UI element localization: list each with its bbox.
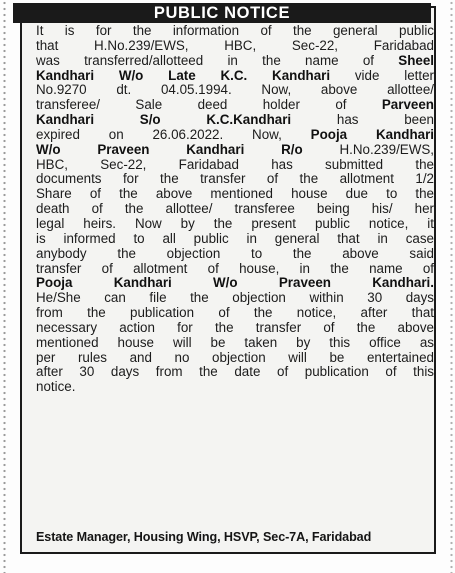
text-segment: expired on 26.06.2022. Now, bbox=[36, 127, 311, 142]
bold-text-segment: Sheel bbox=[398, 53, 434, 68]
notice-line bbox=[36, 24, 434, 39]
notice-line bbox=[36, 247, 434, 262]
notice-line bbox=[36, 187, 434, 202]
notice-line bbox=[36, 262, 434, 277]
notice-line bbox=[36, 54, 434, 69]
text-segment: that H.No.239/EWS, HBC, Sec-22, Faridabad bbox=[36, 38, 434, 53]
notice-line bbox=[36, 98, 434, 113]
notice-line bbox=[36, 365, 434, 380]
bold-text-segment: Kandhari S/o K.C.Kandhari bbox=[36, 113, 292, 128]
left-dotted-border bbox=[3, 0, 6, 573]
text-segment: after 30 days from the date of publication of this bbox=[36, 365, 434, 380]
bold-text-segment: Pooja Kandhari bbox=[310, 127, 434, 142]
notice-line bbox=[36, 113, 434, 128]
text-segment: per rules and no objection will be entertained bbox=[36, 350, 434, 365]
bold-text-segment: Parveen bbox=[381, 98, 434, 113]
text-segment: notice. bbox=[36, 380, 76, 395]
text-segment: anybody the objection to the above said bbox=[36, 246, 434, 261]
text-segment: death of the allottee/ transferee being his/ her bbox=[36, 202, 434, 217]
notice-line bbox=[36, 217, 434, 232]
notice-line bbox=[36, 321, 434, 336]
notice-line bbox=[36, 83, 434, 98]
notice-body bbox=[36, 24, 434, 395]
notice-line bbox=[36, 158, 434, 173]
text-segment: necessary action for the transfer of the above bbox=[36, 320, 434, 335]
text-segment: HBC, Sec-22, Faridabad has submitted the bbox=[36, 157, 434, 172]
signature-line: Estate Manager, Housing Wing, HSVP, Sec-7A, Faridabad bbox=[36, 530, 372, 544]
notice-line bbox=[36, 128, 434, 143]
text-segment: has been bbox=[291, 113, 434, 128]
text-segment: documents for the transfer of the allotment 1/2 bbox=[36, 172, 434, 187]
text-segment: is informed to all public in general that in case bbox=[36, 231, 434, 246]
text-segment: Share of the above mentioned house due to the bbox=[36, 187, 434, 202]
notice-line bbox=[36, 39, 434, 54]
notice-line bbox=[36, 232, 434, 247]
text-segment: H.No.239/EWS, bbox=[302, 142, 434, 157]
notice-line bbox=[36, 202, 434, 217]
notice-line bbox=[36, 143, 434, 158]
notice-line bbox=[36, 380, 434, 395]
text-segment: transferee/ Sale deed holder of bbox=[36, 98, 382, 113]
bold-text-segment: Pooja Kandhari W/o Praveen Kandhari. bbox=[36, 276, 434, 291]
text-segment: transfer of allotment of house, in the name of bbox=[36, 261, 434, 276]
bold-text-segment: W/o Praveen Kandhari R/o bbox=[36, 142, 303, 157]
bold-text-segment: Kandhari W/o Late K.C. Kandhari bbox=[36, 68, 331, 83]
right-dotted-border bbox=[450, 0, 453, 573]
notice-line bbox=[36, 276, 434, 291]
text-segment: No.9270 dt. 04.05.1994. Now, above allottee/ bbox=[36, 83, 434, 98]
notice-line bbox=[36, 172, 434, 187]
text-segment: It is for the information of the general public bbox=[36, 24, 434, 38]
notice-line bbox=[36, 291, 434, 306]
text-segment: vide letter bbox=[330, 68, 434, 83]
notice-line bbox=[36, 306, 434, 321]
notice-line bbox=[36, 351, 434, 366]
text-segment: mentioned house will be taken by this office as bbox=[36, 335, 434, 350]
notice-line bbox=[36, 69, 434, 84]
text-segment: legal heirs. Now by the present public notice, it bbox=[36, 216, 434, 231]
text-segment: was transferred/allotteed in the name of bbox=[36, 53, 399, 68]
notice-line bbox=[36, 336, 434, 351]
notice-title: PUBLIC NOTICE bbox=[13, 3, 431, 23]
text-segment: He/She can file the objection within 30 days bbox=[36, 291, 434, 306]
text-segment: from the publication of the notice, after that bbox=[36, 306, 434, 321]
